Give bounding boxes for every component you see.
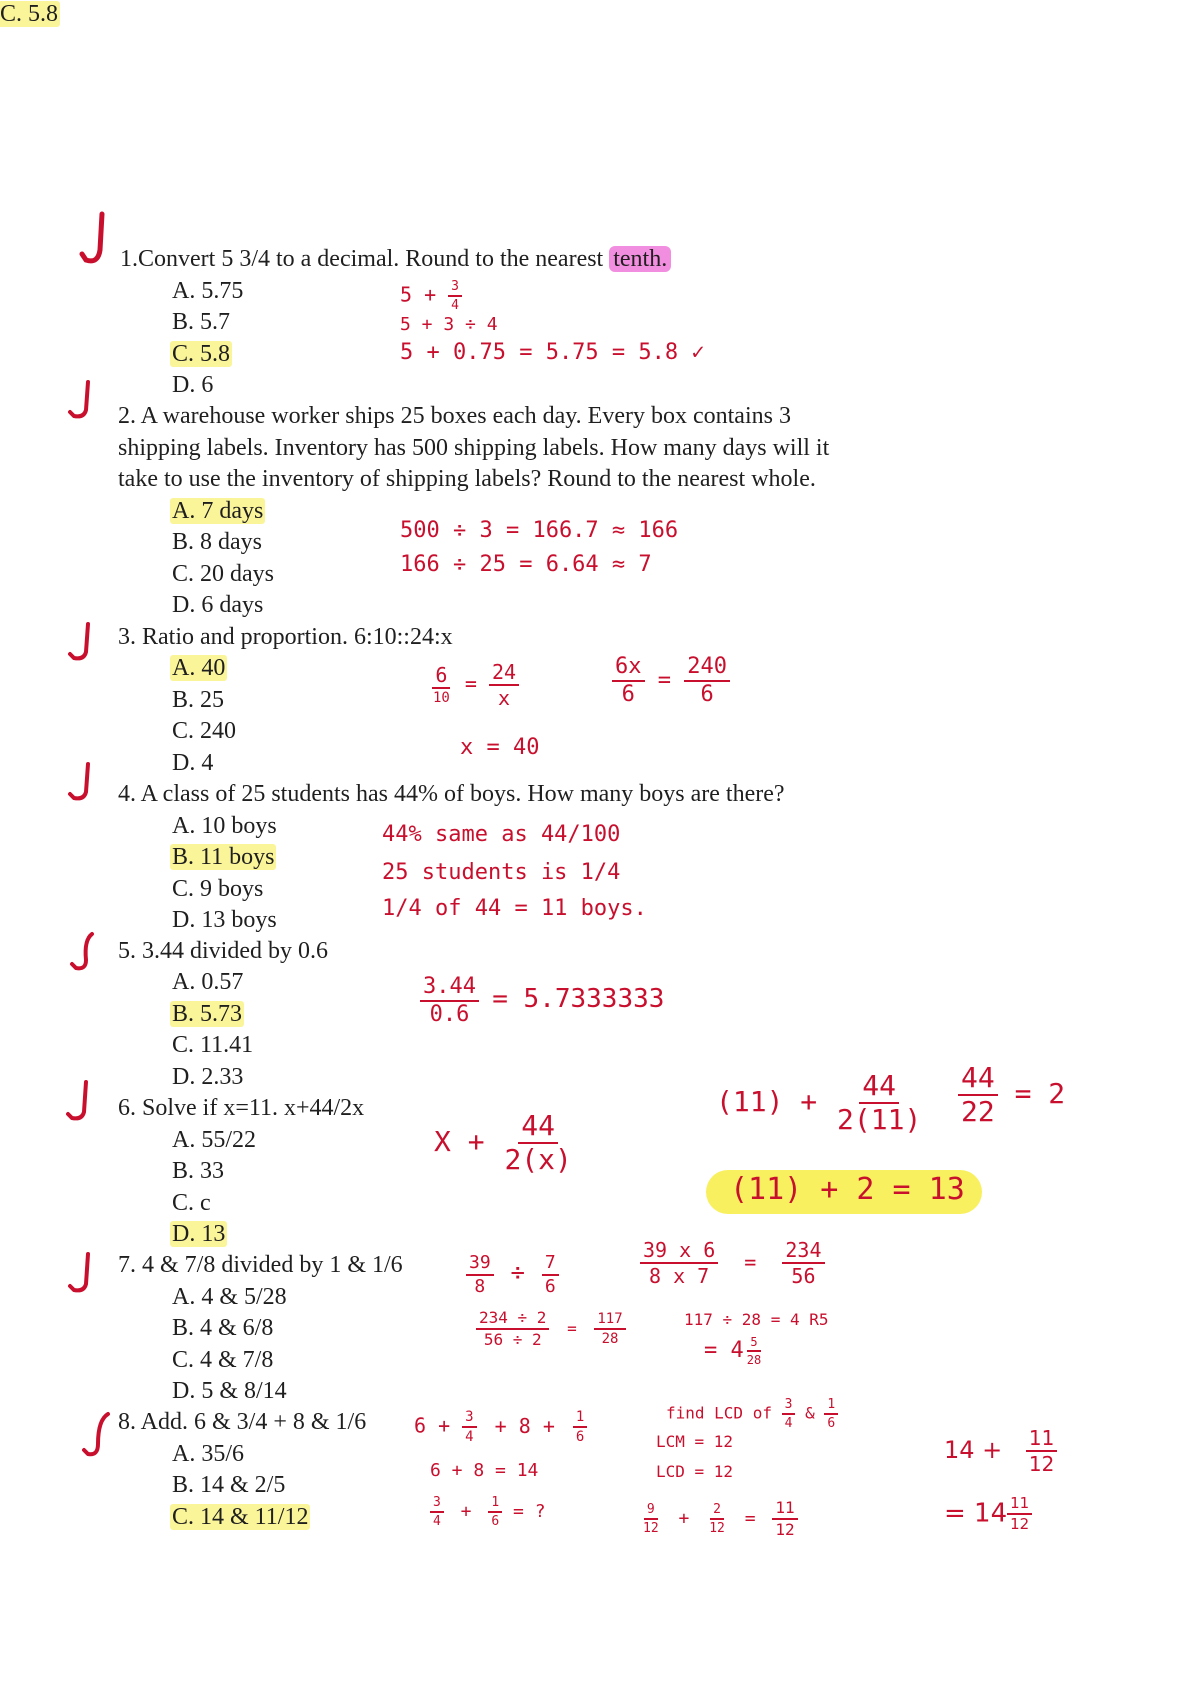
answer-option-selected-wrap	[172, 843, 276, 871]
check-mark-icon	[66, 760, 96, 810]
work-q6-expression: X + $\frac{44}{2(x)}$	[434, 1112, 575, 1174]
work-q8-lcd: LCD = 12	[656, 1462, 734, 1481]
check-mark-icon	[66, 620, 96, 670]
work-q8-final: = 14 $\frac{11}{12}$	[944, 1496, 1032, 1532]
fraction: $\frac{11}{12}$	[1007, 1496, 1032, 1532]
answer-option-selected: C. 14 & 11/12	[172, 1504, 309, 1530]
work-q2-line2: 166 ÷ 25 = 6.64 ≈ 7	[400, 552, 652, 577]
question-stem-line: 3. Ratio and proportion. 6:10::24:x	[118, 624, 453, 650]
fraction: $\frac{2}{12}$	[709, 1502, 725, 1536]
work-q8-total: 14 + $\frac{11}{12}$	[944, 1428, 1057, 1474]
check-mark-icon	[78, 210, 108, 270]
check-mark-icon	[64, 1078, 94, 1130]
fraction: $\frac{240}{6}$	[684, 656, 730, 706]
answer-option: C. c	[172, 1190, 211, 1216]
question-stem-line: 2. A warehouse worker ships 25 boxes each day. Every box contains 3	[118, 403, 791, 429]
question-stem-line: shipping labels. Inventory has 500 shipping labels. How many days will it	[118, 435, 830, 461]
fraction: $\frac{1}{6}$	[824, 1398, 838, 1430]
work-q6-result: (11) + 2 = 13	[730, 1172, 965, 1207]
work-q8-lcm: LCM = 12	[656, 1432, 734, 1451]
question-stem-line: 1.Convert 5 3/4 to a decimal. Round to the nearest	[120, 246, 610, 272]
answer-option-selected-wrap	[172, 497, 265, 525]
work-q5: $\frac{3.44}{0.6}$ = 5.7333333	[420, 976, 664, 1026]
fraction: $\frac{11}{12}$	[772, 1500, 797, 1538]
answer-option: A. 4 & 5/28	[172, 1284, 287, 1310]
fraction: $\frac{1}{6}$	[488, 1496, 502, 1528]
fraction: $\frac{9}{12}$	[643, 1502, 659, 1536]
work-q7-mixed: = 4 $\frac{5}{28}$	[704, 1336, 764, 1366]
fraction: $\frac{117}{28}$	[594, 1312, 625, 1346]
work-q6-simplify: $\frac{44}{22}$ = 2	[958, 1064, 1065, 1126]
answer-option: B. 33	[172, 1158, 225, 1184]
work-q3-solve: $\frac{6x}{6}$ = $\frac{240}{6}$	[612, 656, 730, 706]
fraction: $\frac{39 x 6}{8 x 7}$	[640, 1240, 718, 1286]
work-q7-reduce: $\frac{234 \div 2}{56 \div 2}$ = $\frac{117}{28}$	[476, 1310, 626, 1348]
answer-option-selected: A. 7 days	[172, 498, 264, 524]
answer-option: D. 13 boys	[172, 907, 277, 933]
question-stem-line: take to use the inventory of shipping labels? Round to the nearest whole.	[118, 466, 816, 492]
work-q4-line3: 1/4 of 44 = 11 boys.	[382, 896, 647, 921]
work-q4-line2: 25 students is 1/4	[382, 860, 621, 885]
answer-option: C. 11.41	[172, 1032, 254, 1058]
answer-option-selected-wrap	[172, 1000, 244, 1028]
fraction: $\frac{11}{12}$	[1026, 1428, 1057, 1474]
work-q7-long-division: 117 ÷ 28 = 4 R5	[684, 1310, 829, 1329]
work-q4-line1: 44% same as 44/100	[382, 822, 621, 847]
work-q6-substitute: (11) + $\frac{44}{2(11)}$	[716, 1072, 924, 1134]
work-q8-whole-sum: 6 + 8 = 14	[430, 1460, 539, 1481]
answer-option: D. 4	[172, 750, 214, 776]
check-mark-icon	[80, 1410, 112, 1466]
fraction: $\frac{6}{10}$	[433, 663, 450, 706]
answer-option: C. 20 days	[172, 561, 274, 587]
fraction: $\frac{39}{8}$	[466, 1254, 494, 1296]
question-stem-line: 7. 4 & 7/8 divided by 1 & 1/6	[118, 1252, 403, 1278]
answer-option: C. 9 boys	[172, 876, 264, 902]
answer-option: C. 240	[172, 718, 237, 744]
work-q1-line1: 5 + $\frac{3}{4}$	[400, 280, 462, 312]
answer-option-selected-wrap	[172, 1503, 310, 1531]
work-q7-division: $\frac{39}{8}$ ÷ $\frac{7}{6}$	[466, 1254, 559, 1296]
work-q1-line3: 5 + 0.75 = 5.75 = 5.8 ✓	[400, 340, 705, 365]
answer-option: C. 4 & 7/8	[172, 1347, 274, 1373]
answer-option-selected-wrap	[172, 340, 232, 368]
answer-option-selected: B. 5.73	[172, 1001, 243, 1027]
fraction: $\frac{234}{56}$	[782, 1240, 824, 1286]
fraction: $\frac{7}{6}$	[542, 1254, 559, 1296]
fraction: $\frac{44}{2(11)}$	[837, 1069, 922, 1136]
fraction: $\frac{234 \div 2}{56 \div 2}$	[476, 1310, 549, 1348]
question-stem-line: 4. A class of 25 students has 44% of boys. How many boys are there?	[118, 781, 785, 807]
answer-option-selected-wrap	[172, 654, 227, 682]
fraction: $\frac{3}{4}$	[462, 1410, 476, 1444]
fraction: $\frac{1}{6}$	[573, 1410, 587, 1444]
question-stem-line: 5. 3.44 divided by 0.6	[118, 938, 328, 964]
work-q3-result: x = 40	[460, 735, 540, 760]
answer-option: D. 2.33	[172, 1064, 244, 1090]
fraction: $\frac{24}{x}$	[489, 662, 519, 708]
answer-option: A. 10 boys	[172, 813, 277, 839]
work-q1-line2: 5 + 3 ÷ 4	[400, 314, 498, 335]
answer-option: B. 14 & 2/5	[172, 1472, 286, 1498]
answer-option: B. 5.7	[172, 309, 231, 335]
work-q3-proportion: $\frac{6}{10}$ = $\frac{24}{x}$	[430, 662, 519, 708]
answer-option: A. 0.57	[172, 969, 244, 995]
answer-option-selected-wrap	[172, 1220, 227, 1248]
work-q8-lcd-label: find LCD of $\frac{3}{4}$ & $\frac{1}{6}$	[666, 1398, 838, 1430]
answer-option: A. 5.75	[172, 278, 244, 304]
check-mark-icon	[66, 1250, 96, 1302]
answer-option-selected: B. 11 boys	[172, 844, 275, 870]
answer-option: B. 8 days	[172, 529, 262, 555]
fraction: $\frac{6x}{6}$	[612, 656, 645, 706]
answer-option: D. 6 days	[172, 592, 264, 618]
check-mark-icon	[68, 930, 98, 980]
highlighted-word: tenth.	[609, 246, 671, 272]
question-stem	[120, 245, 671, 273]
answer-option-selected: C. 5.8	[0, 1, 59, 27]
question-stem-line: 6. Solve if x=11. x+44/2x	[118, 1095, 365, 1121]
work-q8-expression: 6 + $\frac{3}{4}$ + 8 + $\frac{1}{6}$	[414, 1410, 587, 1444]
fraction: $\frac{3.44}{0.6}$	[420, 976, 479, 1026]
work-q8-fraction-question: $\frac{3}{4}$ + $\frac{1}{6}$ = ?	[430, 1496, 546, 1528]
answer-option: D. 6	[172, 372, 214, 398]
work-q7-multiply: $\frac{39 x 6}{8 x 7}$ = $\frac{234}{56}$	[640, 1240, 825, 1286]
fraction: $\frac{3}{4}$	[782, 1398, 796, 1430]
answer-option: D. 5 & 8/14	[172, 1378, 287, 1404]
answer-option: A. 55/22	[172, 1127, 256, 1153]
fraction: $\frac{44}{22}$	[958, 1064, 998, 1126]
answer-option: B. 25	[172, 687, 225, 713]
check-mark-icon	[66, 378, 96, 428]
question-stem-line: 8. Add. 6 & 3/4 + 8 & 1/6	[118, 1409, 367, 1435]
answer-option-selected: D. 13	[172, 1221, 226, 1247]
answer-option: B. 4 & 6/8	[172, 1315, 274, 1341]
fraction: $\frac{5}{28}$	[746, 1335, 762, 1367]
fraction: $\frac{44}{2(x)}$	[504, 1109, 572, 1176]
work-q8-fraction-sum: $\frac{9}{12}$ + $\frac{2}{12}$ = $\frac{11}{12}$	[640, 1500, 798, 1538]
answer-option: A. 35/6	[172, 1441, 244, 1467]
fraction: $\frac{3}{4}$	[430, 1496, 444, 1528]
fraction: $\frac{3}{4}$	[448, 280, 462, 312]
work-q2-line1: 500 ÷ 3 = 166.7 ≈ 166	[400, 518, 679, 543]
answer-option-selected: A. 40	[172, 655, 226, 681]
answer-option-selected: C. 5.8	[172, 341, 231, 367]
